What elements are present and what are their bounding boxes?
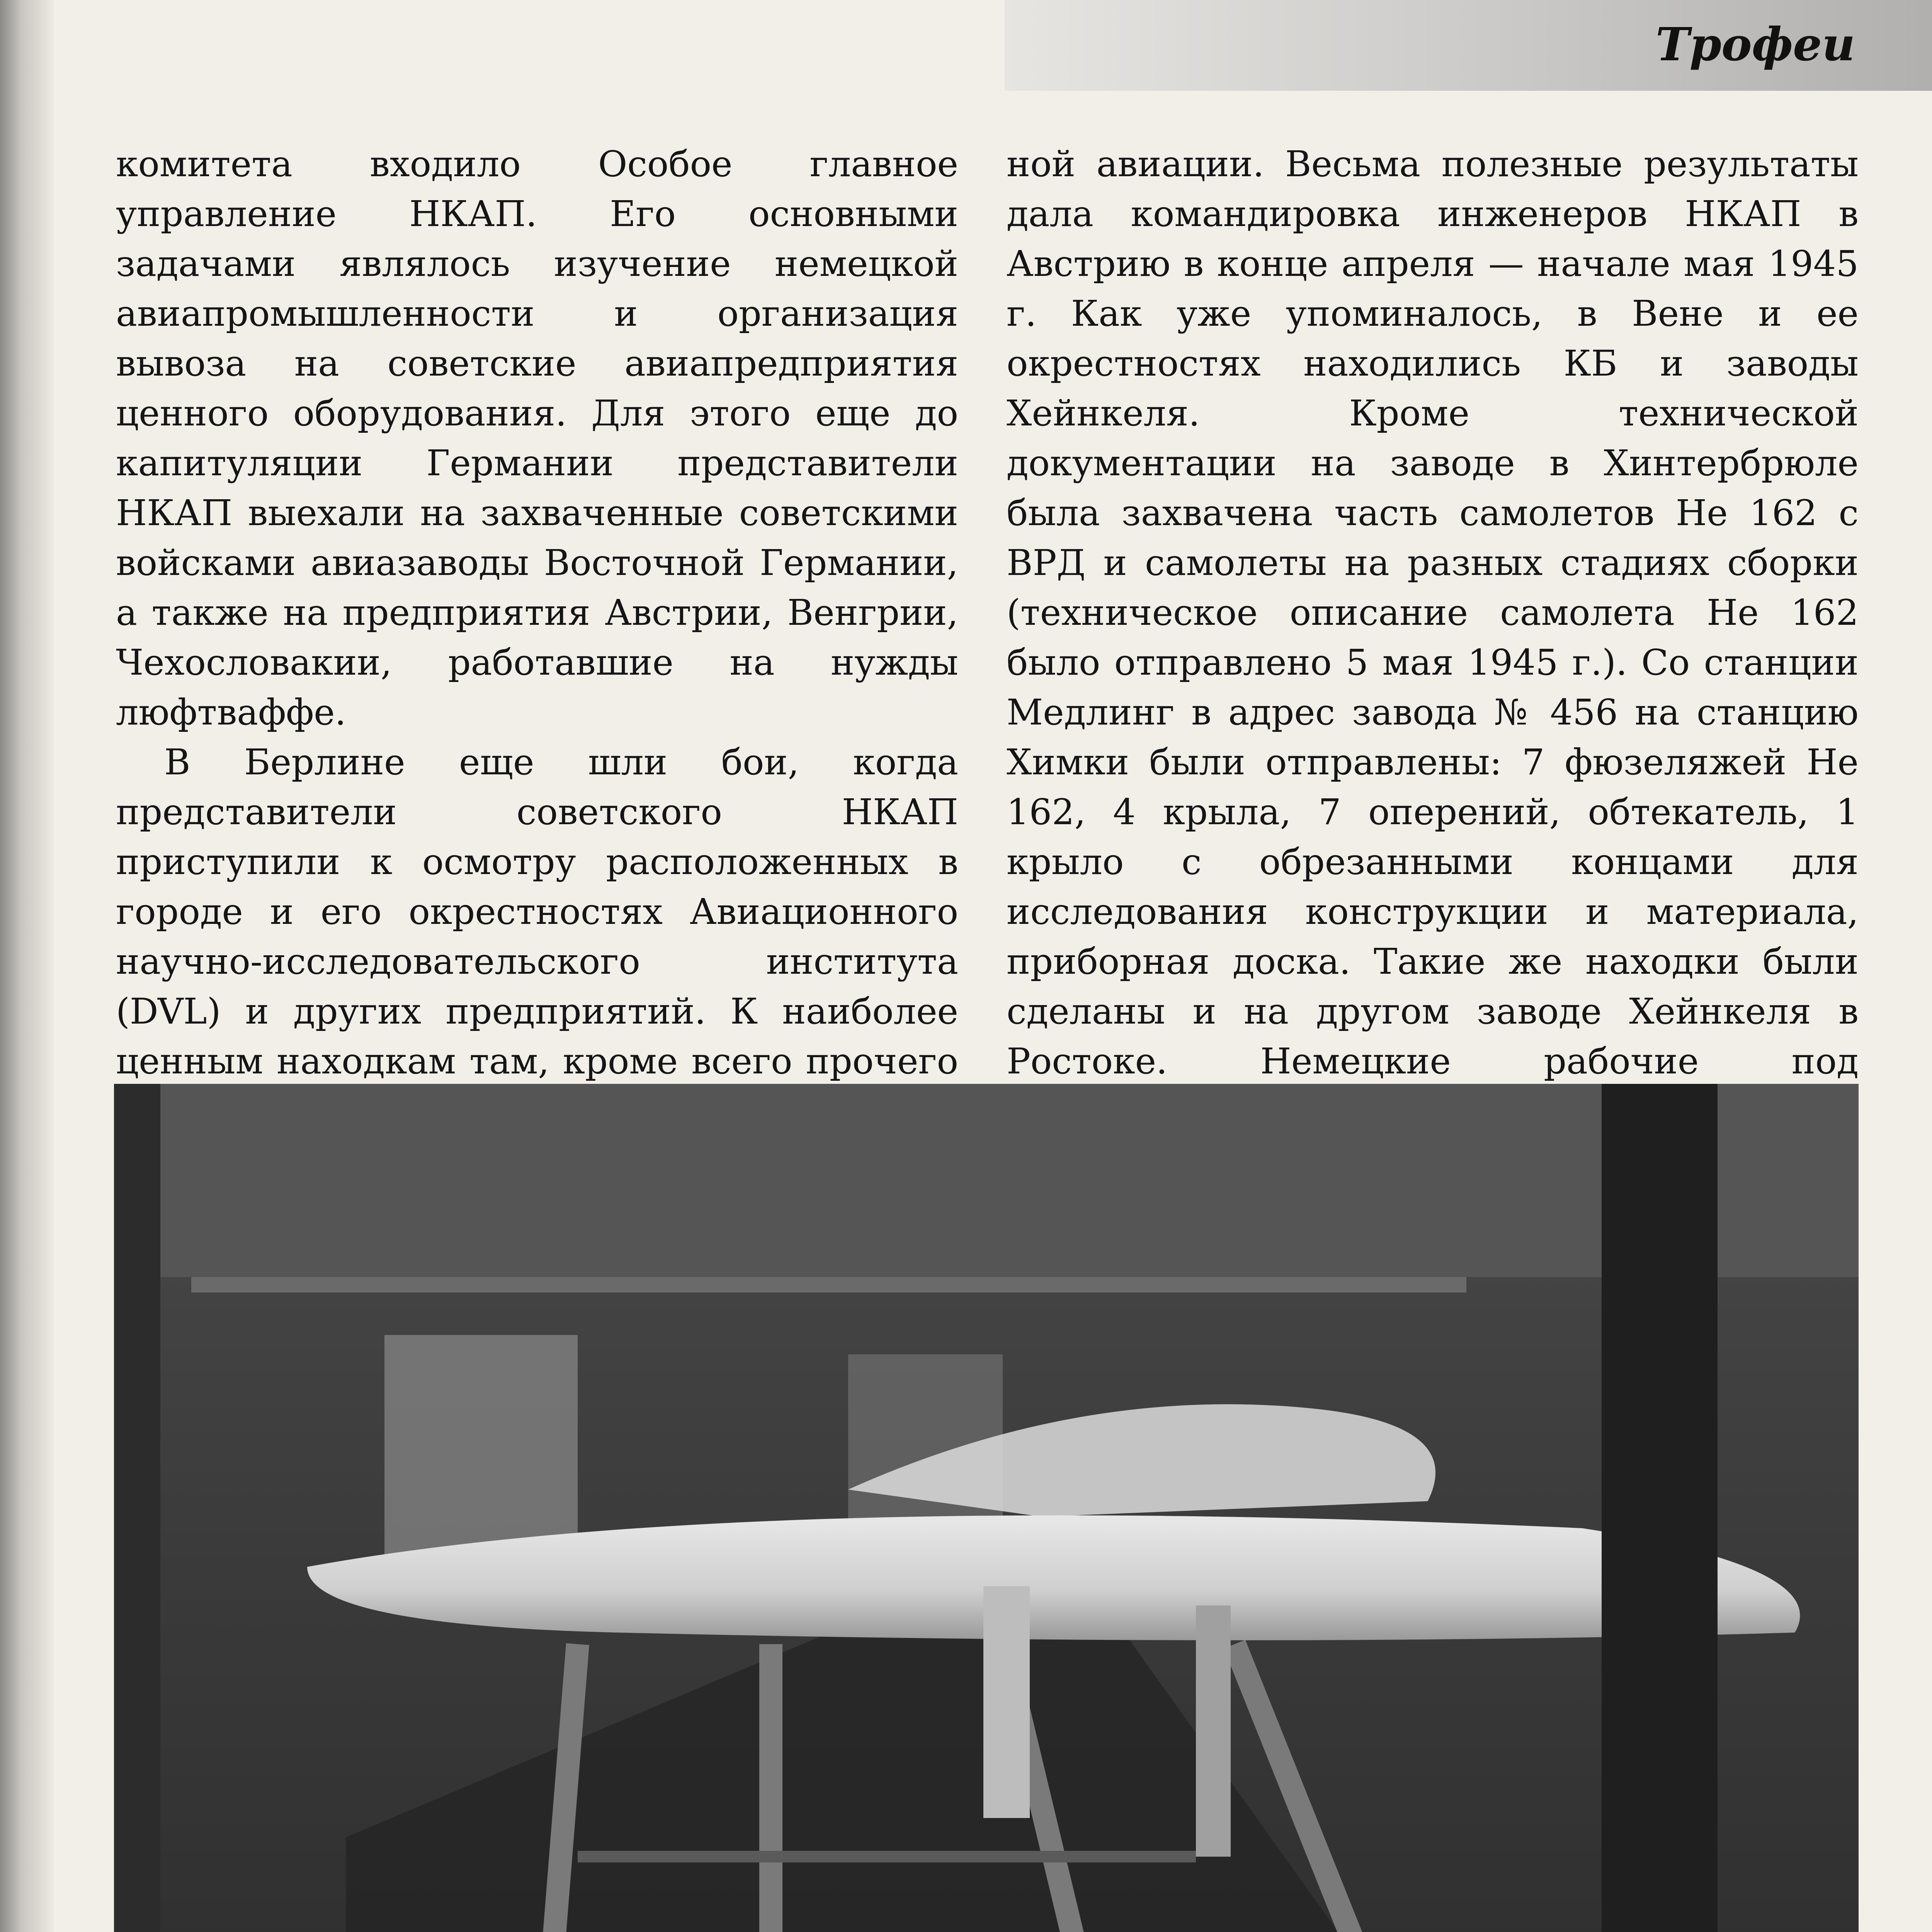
wind-tunnel-photo-image [114,1084,1859,1932]
paragraph: комитета входило Особое главное управление НКАП. Его основными задачами являлось изучение немецкой авиапромышленности и организация вывоза на советские авиапредприятия ценного оборудования. Для этого еще до капитуляции Германии представители НКАП выехали на захваченные советскими войсками авиазаводы Восточной Германии, а также на предприятия Австрии, Венгрии, Чехословакии, работавшие на нужды люфтваффе. [116,143,958,733]
paragraph: В Берлине еще шли бои, когда представители советского НКАП приступили к осмотру расположенных в городе и его окрестностях Авиационного научно-исследовательского института (DVL) и других предприятий. К наиболее ценным находкам там, кроме всего прочего [116,742,958,1082]
wind-tunnel-photo [114,1084,1859,1932]
page-binding-shadow [0,0,54,1932]
paragraph: ной авиации. Весьма полезные результаты дала командировка инженеров НКАП в Австрию в конце апреля — начале мая 1945 г. Как уже упоминалось, в Вене и ее окрестностях находились КБ и заводы Хейнкеля. Кроме технической документации на заводе в Хинтербрюле была захвачена часть самолетов Не 162 с ВРД и самолеты на разных стадиях сборки (техническое описание самолета Не 162 было отправлено 5 мая 1945 г.). Со станции Медлинг в адрес завода № 456 на станцию Химки были отправлены: 7 фюзеляжей Не 162, 4 крыла, 7 оперений, обтекатель, 1 крыло с обрезанными концами для исследования конструкции и материала, приборная доска. Такие же находки были сделаны и на другом заводе Хейнкеля в Ростоке. Немецкие рабочие под [1007,143,1859,1082]
section-title: Трофеи [1655,17,1855,71]
